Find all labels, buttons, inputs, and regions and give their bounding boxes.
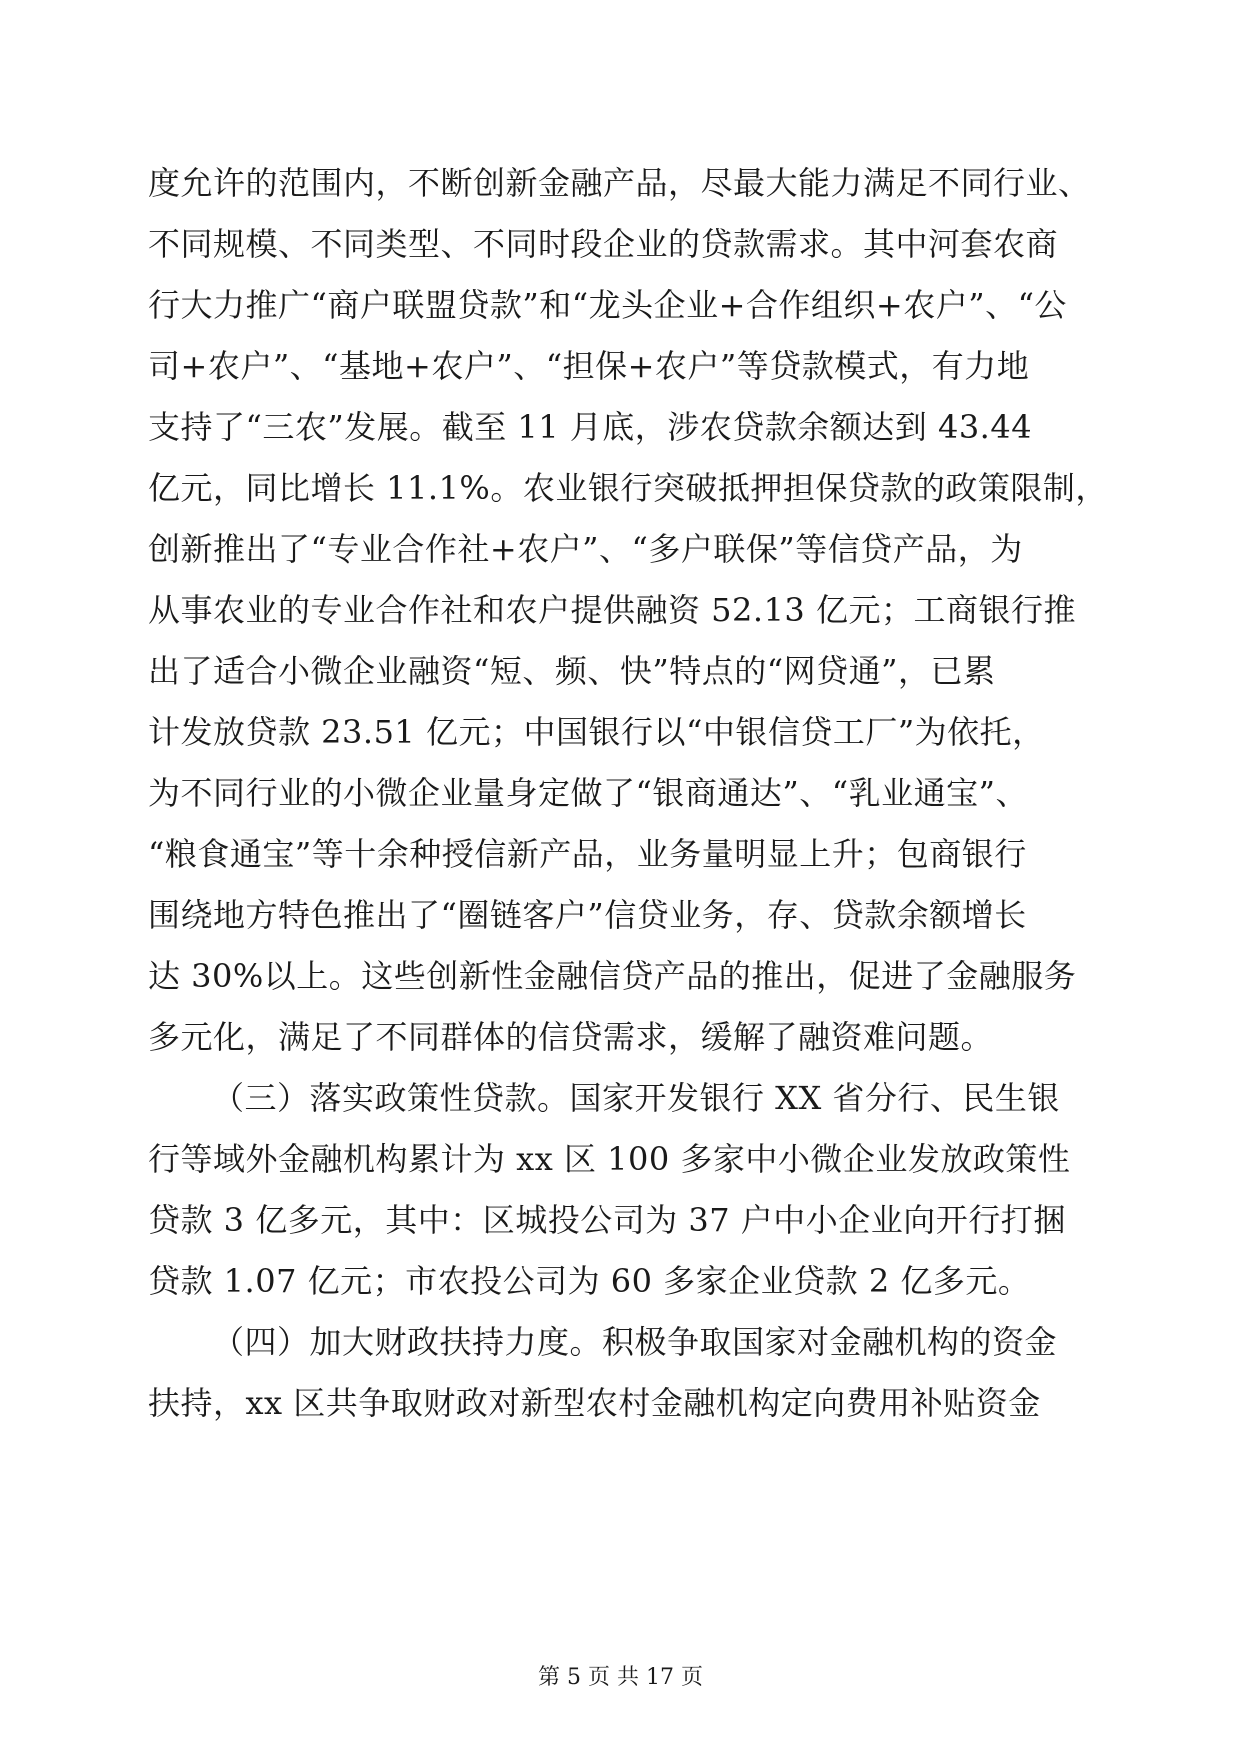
- paragraph-line: “粮食通宝”等十余种授信新产品，业务量明显上升；包商银行: [148, 835, 1027, 873]
- paragraph-line: 多元化，满足了不同群体的信贷需求，缓解了融资难问题。: [148, 1018, 994, 1056]
- paragraph-line: 司+农户”、“基地+农户”、“担保+农户”等贷款模式，有力地: [148, 347, 1030, 385]
- paragraph-line: 贷款 1.07 亿元；市农投公司为 60 多家企业贷款 2 亿多元。: [148, 1262, 1031, 1300]
- paragraph-line: 亿元，同比增长 11.1%。农业银行突破抵押担保贷款的政策限制，: [148, 469, 1108, 507]
- paragraph-line: 计发放贷款 23.51 亿元；中国银行以“中银信贷工厂”为依托，: [148, 713, 1045, 751]
- paragraph-line: 围绕地方特色推出了“圈链客户”信贷业务，存、贷款余额增长: [148, 896, 1027, 934]
- paragraph-line: 扶持，xx 区共争取财政对新型农村金融机构定向费用补贴资金: [148, 1384, 1041, 1422]
- paragraph-line: 达 30%以上。这些创新性金融信贷产品的推出，促进了金融服务: [148, 957, 1077, 995]
- page-number-footer: 第 5 页 共 17 页: [538, 1665, 703, 1690]
- paragraph-line: 不同规模、不同类型、不同时段企业的贷款需求。其中河套农商: [148, 225, 1059, 263]
- paragraph-line: 从事农业的专业合作社和农户提供融资 52.13 亿元；工商银行推: [148, 591, 1076, 629]
- paragraph-line: 行大力推广“商户联盟贷款”和“龙头企业+合作组织+农户”、“公: [148, 286, 1067, 324]
- paragraph-line: 度允许的范围内，不断创新金融产品，尽最大能力满足不同行业、: [148, 164, 1091, 202]
- paragraph-line: 为不同行业的小微企业量身定做了“银商通达”、“乳业通宝”、: [148, 774, 1028, 812]
- paragraph-line: 出了适合小微企业融资“短、频、快”特点的“网贷通”，已累: [148, 652, 996, 690]
- paragraph-line: 行等域外金融机构累计为 xx 区 100 多家中小微企业发放政策性: [148, 1140, 1071, 1178]
- paragraph-line: 支持了“三农”发展。截至 11 月底，涉农贷款余额达到 43.44: [148, 408, 1033, 446]
- paragraph-line: 创新推出了“专业合作社+农户”、“多户联保”等信贷产品，为: [148, 530, 1023, 568]
- section-heading-line: （四）加大财政扶持力度。积极争取国家对金融机构的资金: [212, 1323, 1058, 1361]
- paragraph-line: 贷款 3 亿多元，其中：区城投公司为 37 户中小企业向开行打捆: [148, 1201, 1066, 1239]
- section-heading-line: （三）落实政策性贷款。国家开发银行 XX 省分行、民生银: [212, 1079, 1060, 1117]
